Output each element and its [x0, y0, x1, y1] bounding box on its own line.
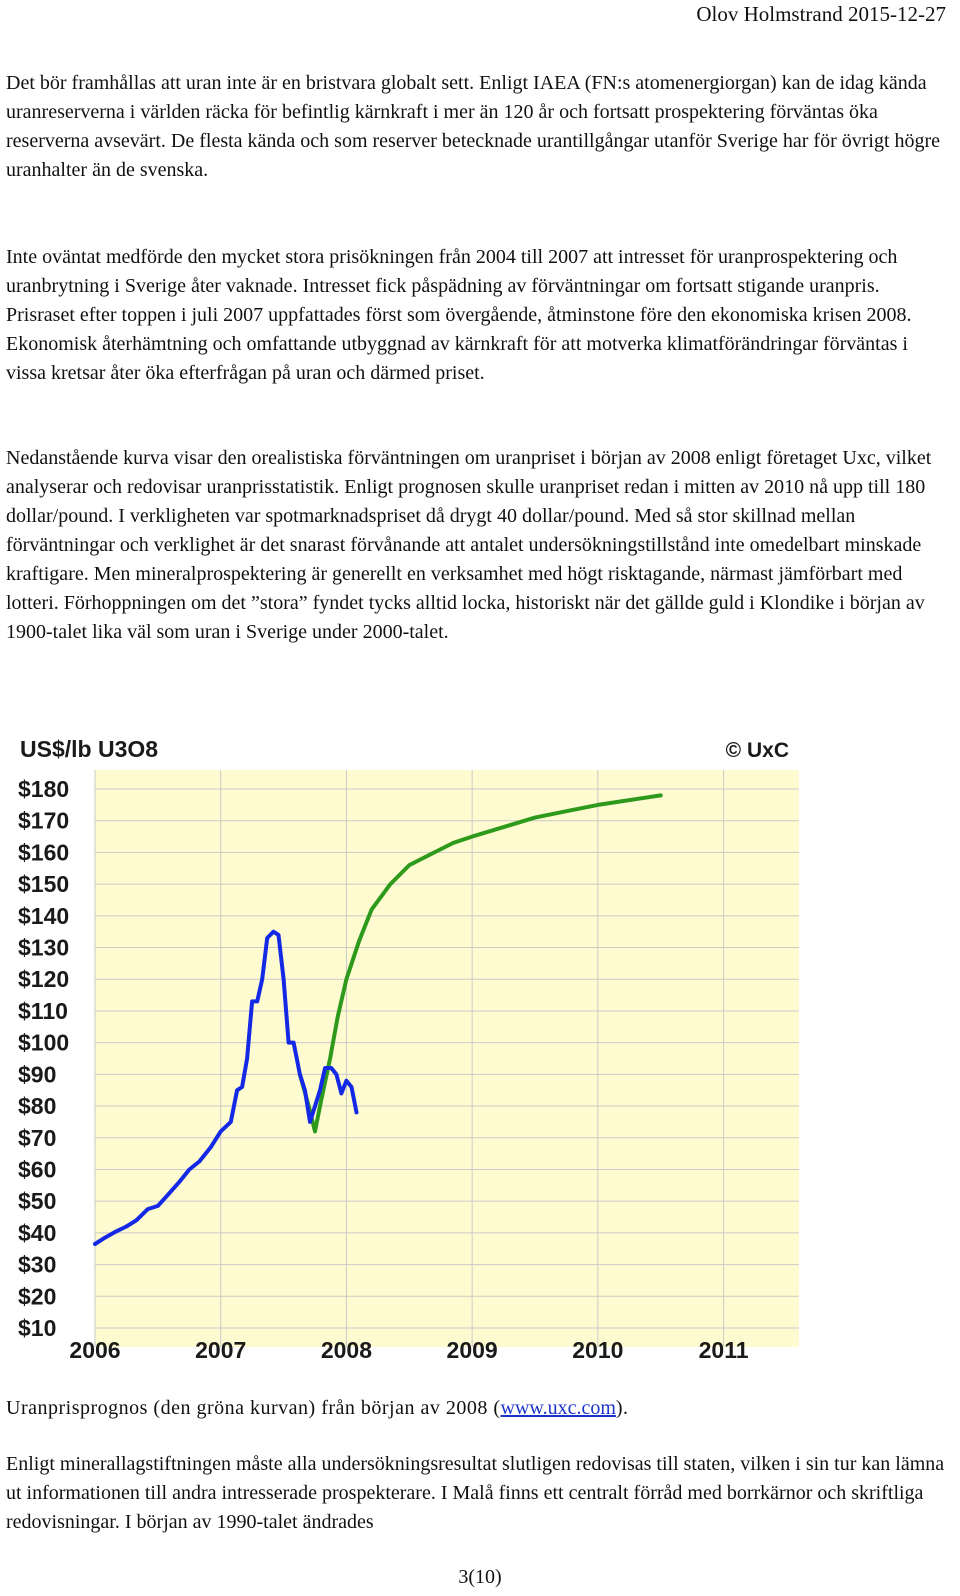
author-date-header: Olov Holmstrand 2015-12-27 [696, 2, 946, 26]
y-tick-label: $170 [18, 807, 70, 834]
paragraph: Det bör framhållas att uran inte är en bristvara globalt sett. Enligt IAEA (FN:s atomenergiorgan) kan de idag kända uranreserverna i världen räcka för befintlig kärnkraft i mer än 120 år och fortsatt prospektering förväntas öka reserverna avsevärt. De flesta kända och som reserver betecknade urantillgångar utanför Sverige har för övrigt högre uranhalter än de svenska. [6, 72, 941, 181]
y-tick-label: $90 [18, 1061, 57, 1088]
y-tick-label: $180 [18, 776, 70, 803]
paragraph: Enligt minerallagstiftningen måste alla undersökningsresultat slutligen redovisas till staten, vilken i sin tur kan lämna ut informationen till andra intresserade prospekterare. I Malå finns ett centralt förråd med borrkärnor och skriftliga redovisningar. I början av 1990-talet ändrades [6, 1453, 945, 1533]
x-tick-label: 2010 [572, 1337, 624, 1363]
plot-area [95, 770, 799, 1347]
copyright-label: © UxC [725, 739, 789, 762]
y-tick-label: $30 [18, 1251, 57, 1278]
y-tick-label: $110 [18, 997, 68, 1024]
uxc-link[interactable]: www.uxc.com [500, 1397, 616, 1419]
y-tick-label: $160 [18, 839, 70, 866]
y-tick-label: $140 [18, 902, 70, 929]
y-tick-label: $10 [18, 1314, 57, 1341]
x-tick-label: 2007 [195, 1337, 247, 1363]
x-tick-label: 2011 [698, 1337, 749, 1363]
figure-caption [6, 1394, 629, 1422]
caption-suffix: ). [615, 1397, 629, 1419]
chart-canvas [2, 730, 812, 1390]
y-tick-label: $120 [18, 966, 70, 993]
page-number: 3(10) [458, 1566, 502, 1588]
paragraph: Inte oväntat medförde den mycket stora prisökningen från 2004 till 2007 att intresset för uranprospektering och uranbrytning i Sverige åter vaknade. Intresset fick påspädning av förväntningar om fortsatt stigande uranpris. Prisraset efter toppen i juli 2007 uppfattades först som övergående, åtminstone före den ekonomiska krisen 2008. Ekonomisk återhämtning och omfattande utbyggnad av kärnkraft för att motverka klimatförändringar förväntas i vissa kretsar åter öka efterfrågan på uran och därmed priset. [6, 246, 912, 384]
x-tick-label: 2006 [69, 1337, 121, 1363]
y-tick-label: $20 [18, 1283, 57, 1310]
y-tick-label: $100 [18, 1029, 70, 1056]
uranium-price-chart [2, 730, 812, 1390]
y-tick-label: $40 [18, 1219, 57, 1246]
y-tick-label: $150 [18, 871, 70, 898]
caption-text: Uranprisprognos (den gröna kurvan) från början av 2008 ( [6, 1397, 501, 1419]
y-tick-label: $60 [18, 1156, 57, 1183]
paragraph: Nedanstående kurva visar den orealistiska förväntningen om uranpriset i början av 2008 enligt företaget Uxc, vilket analyserar och redovisar uranprisstatistik. Enligt prognosen skulle uranpriset redan i mitten av 2010 nå upp till 180 dollar/pound. I verkligheten var spotmarknadspriset då drygt 40 dollar/pound. Med så stor skillnad mellan förväntningar och verklighet är det snarast förvånande att antalet undersökningstillstånd inte omedelbart minskade kraftigare. Men mineralprospektering är generellt en verksamhet med högt risktagande, närmast jämförbart med lotteri. Förhoppningen om det ”stora” fyndet tycks alltid locka, historiskt när det gällde guld i Klondike i början av 1900-talet lika väl som uran i Sverige under 2000-talet. [6, 447, 932, 643]
y-tick-label: $130 [18, 934, 70, 961]
y-tick-label: $50 [18, 1188, 57, 1215]
y-tick-label: $80 [18, 1093, 57, 1120]
y-tick-label: $70 [18, 1124, 57, 1151]
x-tick-label: 2008 [320, 1337, 373, 1363]
x-tick-label: 2009 [446, 1337, 498, 1363]
y-axis-unit-label: US$/lb U3O8 [20, 736, 159, 762]
